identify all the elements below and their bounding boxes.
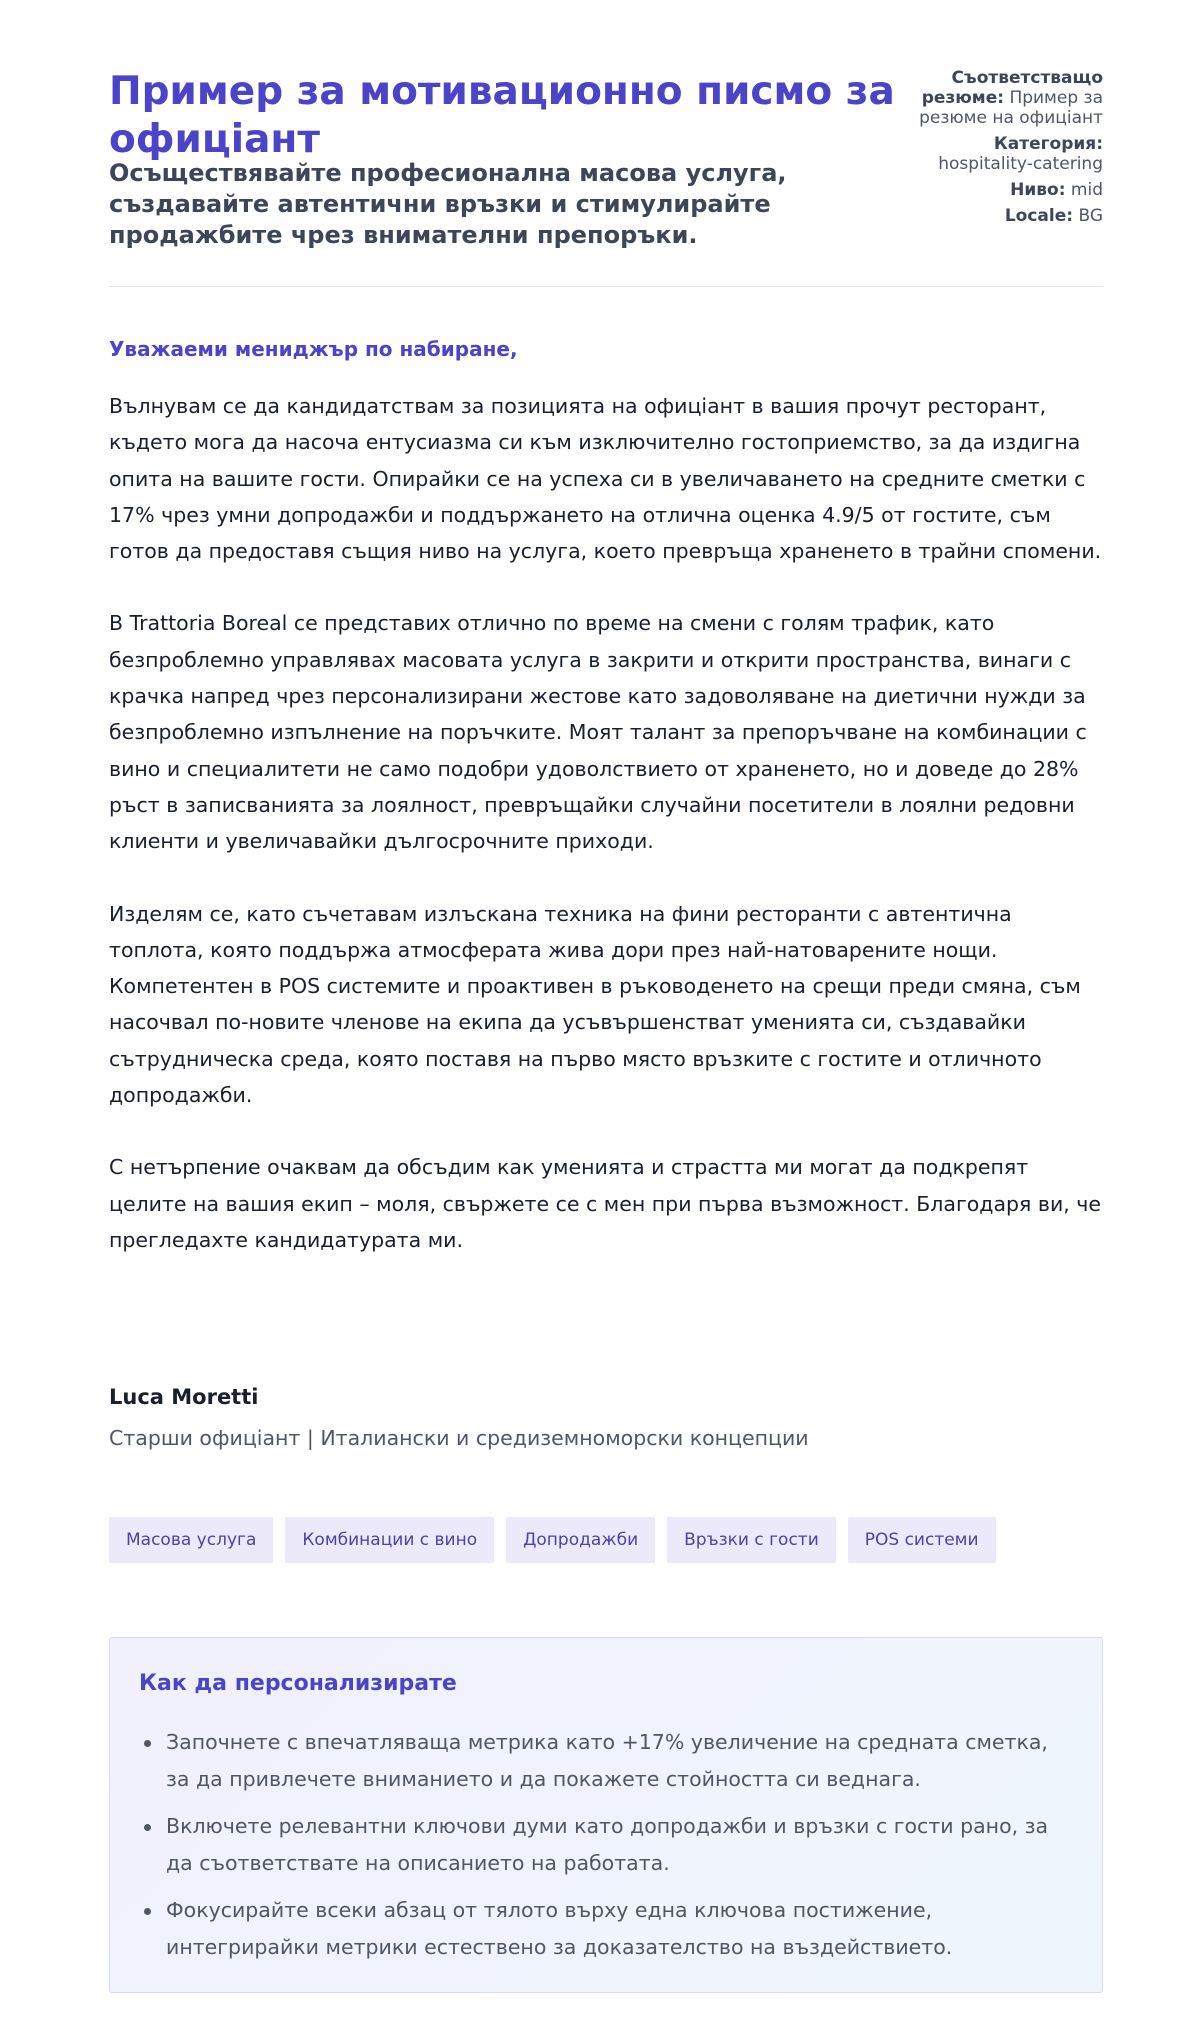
meta-level-value: mid bbox=[1070, 180, 1103, 200]
meta-category-label: Категория: bbox=[993, 134, 1103, 154]
letter-paragraph: Вълнувам се да кандидатствам за позицията на офицiант в вашия прочут ресторант, където мога да насоча ентусиазма си към изключително гостоприемство, за да издигна опита на вашите гости. Опирайки се на успеха си в увеличаването на средните сметки с 17% чрез умни допродажби и поддържането на отлична оценка 4.9/5 от гостите, съм готов да предоставя същия ниво на услуга, което превръща храненето в трайни спомени. bbox=[109, 394, 1102, 564]
page-title: Пример за мотивационно писмо за офицiант bbox=[109, 69, 895, 162]
tips-title: Как да персонализирате bbox=[139, 1671, 457, 1696]
meta-category bbox=[888, 134, 1103, 174]
meta-category-value: hospitality-catering bbox=[938, 154, 1103, 174]
meta-level-label: Ниво: bbox=[1010, 180, 1066, 200]
page-header bbox=[109, 0, 1103, 287]
letter-paragraph: В Trattoria Boreal се представих отлично по време на смени с голям трафик, като безпроблемно управлявах масовата услуга в закрити и открити пространства, винаги с крачка напред чрез персонализирани жестове като задоволяване на диетични нужди за безпроблемно изпълнение на поръчките. Моят талант за препоръчване на комбинации с вино и специалитети не само подобри удоволствието от храненето, но и доведе до 28% ръст в записванията за лоялност, превръщайки случайни посетители в лоялни редовни клиенти и увеличавайки дългосрочните приходи. bbox=[109, 611, 1087, 854]
tip-item: Включете релевантни ключови думи като допродажби и връзки с гости рано, за да съответствате на описанието на работата. bbox=[166, 1808, 1066, 1881]
letter-paragraph: С нетърпение очаквам да обсъдим как уменията и страстта ми могат да подкрепят целите на вашия екип – моля, свържете се с мен при първа възможност. Благодаря ви, че прегледахте кандидатурата ми. bbox=[109, 1155, 1102, 1252]
skill-tag: Масова услуга bbox=[109, 1517, 273, 1563]
letter-salutation: Уважаеми мениджър по набиране, bbox=[109, 337, 518, 361]
skill-tag: Допродажби bbox=[506, 1517, 655, 1563]
cover-letter-page bbox=[109, 0, 1103, 1959]
meta-level bbox=[888, 180, 1103, 200]
meta-resume-value[interactable]: Пример за резюме на офицiант bbox=[919, 88, 1103, 128]
tips-list bbox=[166, 1724, 1066, 1976]
skill-tag: Връзки с гости bbox=[667, 1517, 836, 1563]
meta-locale-value: BG bbox=[1078, 206, 1103, 226]
meta-locale bbox=[888, 206, 1103, 226]
meta-locale-label: Locale: bbox=[1004, 206, 1074, 226]
meta-panel bbox=[888, 68, 1103, 232]
skill-tag: Комбинации с вино bbox=[285, 1517, 494, 1563]
meta-resume-label: Съответстващо резюме: bbox=[921, 68, 1103, 108]
letter-paragraph: Изделям се, като съчетавам излъскана техника на фини ресторанти с автентична топлота, която поддържа атмосферата жива дори през най-натоварените нощи. Компетентен в POS системите и проактивен в ръководенето на срещи преди смяна, съм насочвал по-новите членове на екипа да усъвършенстват уменията си, създавайки сътрудническа среда, която поставя на първо място връзките с гостите и отличното допродажби. bbox=[109, 901, 1081, 1108]
skill-tags bbox=[109, 1517, 996, 1563]
skill-tag: POS системи bbox=[848, 1517, 996, 1563]
signature-name: Luca Moretti bbox=[109, 1385, 259, 1409]
tip-item: Започнете с впечатляваща метрика като +17% увеличение на средната сметка, за да привлечете вниманието и да покажете стойността си веднага. bbox=[166, 1724, 1066, 1797]
meta-resume bbox=[888, 68, 1103, 128]
tip-item: Фокусирайте всеки абзац от тялото върху една ключова постижение, интегрирайки метрики естествено за доказателство на въздействието. bbox=[166, 1892, 1066, 1965]
signature-title: Старши офицiант | Италиански и средиземноморски концепции bbox=[109, 1426, 809, 1450]
page-subtitle: Осъществявайте професионална масова услуга, създавайте автентични връзки и стимулирайте продажбите чрез внимателни препоръки. bbox=[109, 159, 787, 249]
customization-tips-box bbox=[109, 1637, 1103, 1993]
letter-body bbox=[109, 388, 1103, 1294]
